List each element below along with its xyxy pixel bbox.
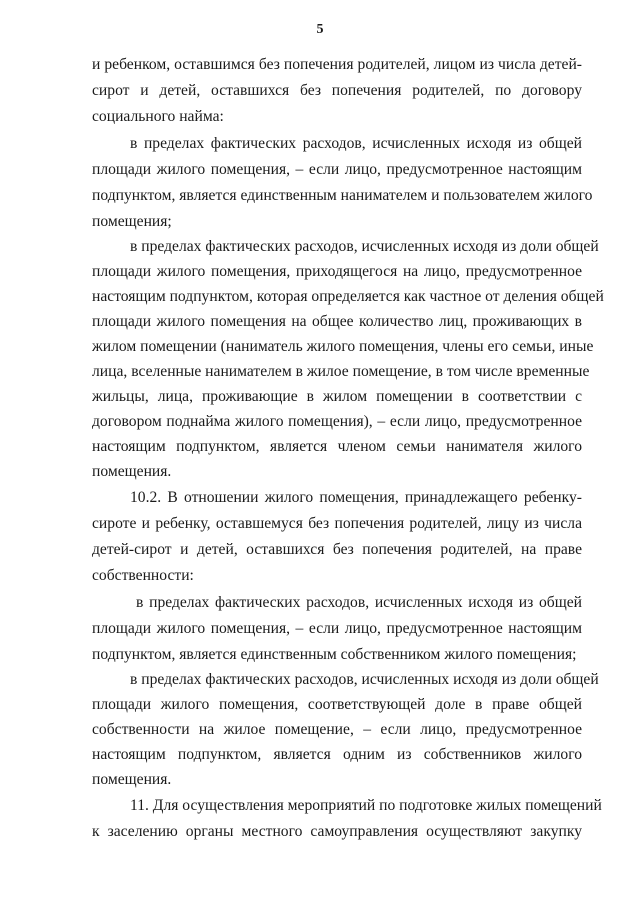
paragraph-2-line-9: помещения. <box>92 463 172 480</box>
paragraph-0-line-1: сирот и детей, оставшихся без попечения родителей, по договору <box>92 82 582 99</box>
paragraph-3-line-2: детей-сирот и детей, оставшихся без попечения родителей, на праве <box>92 541 582 558</box>
paragraph-4-line-1: площади жилого помещения, – если лицо, предусмотренное настоящим <box>92 620 582 637</box>
paragraph-6-line-0: 11. Для осуществления мероприятий по подготовке жилых помещений <box>130 797 602 814</box>
paragraph-1-line-0: в пределах фактических расходов, исчисленных исходя из общей <box>130 135 582 152</box>
paragraph-3-line-3: собственности: <box>92 567 194 584</box>
paragraph-2-line-2: настоящим подпунктом, которая определяется как частное от деления общей <box>92 288 604 305</box>
paragraph-2-line-8: настоящим подпунктом, является членом семьи нанимателя жилого <box>92 438 582 455</box>
paragraph-6-line-1: к заселению органы местного самоуправления осуществляют закупку <box>92 823 582 840</box>
paragraph-0-line-0: и ребенком, оставшимся без попечения родителей, лицом из числа детей- <box>92 56 582 73</box>
paragraph-2-line-1: площади жилого помещения, приходящегося на лицо, предусмотренное <box>92 263 582 280</box>
paragraph-2-line-4: жилом помещении (наниматель жилого помещения, члены его семьи, иные <box>92 338 594 355</box>
paragraph-3-line-1: сироте и ребенку, оставшемуся без попечения родителей, лицу из числа <box>92 515 582 532</box>
paragraph-2-line-7: договором поднайма жилого помещения), – если лицо, предусмотренное <box>92 413 582 430</box>
paragraph-3-line-0: 10.2. В отношении жилого помещения, принадлежащего ребенку- <box>130 489 582 506</box>
paragraph-1-line-1: площади жилого помещения, – если лицо, предусмотренное настоящим <box>92 161 582 178</box>
page-number: 5 <box>316 22 324 37</box>
paragraph-2-line-3: площади жилого помещения на общее количество лиц, проживающих в <box>92 313 582 330</box>
paragraph-5-line-0: в пределах фактических расходов, исчисленных исходя из доли общей <box>130 671 599 688</box>
paragraph-2-line-6: жильцы, лица, проживающие в жилом помещении в соответствии с <box>92 388 582 405</box>
paragraph-1-line-3: помещения; <box>92 213 172 230</box>
paragraph-1-line-2: подпунктом, является единственным нанимателем и пользователем жилого <box>92 187 593 204</box>
paragraph-4-line-0: в пределах фактических расходов, исчисленных исходя из общей <box>136 594 582 611</box>
paragraph-0-line-2: социального найма: <box>92 108 224 125</box>
paragraph-4-line-2: подпунктом, является единственным собственником жилого помещения; <box>92 646 577 663</box>
paragraph-5-line-3: настоящим подпунктом, является одним из собственников жилого <box>92 746 582 763</box>
paragraph-2-line-0: в пределах фактических расходов, исчисленных исходя из доли общей <box>130 238 599 255</box>
paragraph-5-line-1: площади жилого помещения, соответствующей доле в праве общей <box>92 696 582 713</box>
paragraph-5-line-2: собственности на жилое помещение, – если лицо, предусмотренное <box>92 721 582 738</box>
paragraph-2-line-5: лица, вселенные нанимателем в жилое помещение, в том числе временные <box>92 363 590 380</box>
paragraph-5-line-4: помещения. <box>92 771 172 788</box>
